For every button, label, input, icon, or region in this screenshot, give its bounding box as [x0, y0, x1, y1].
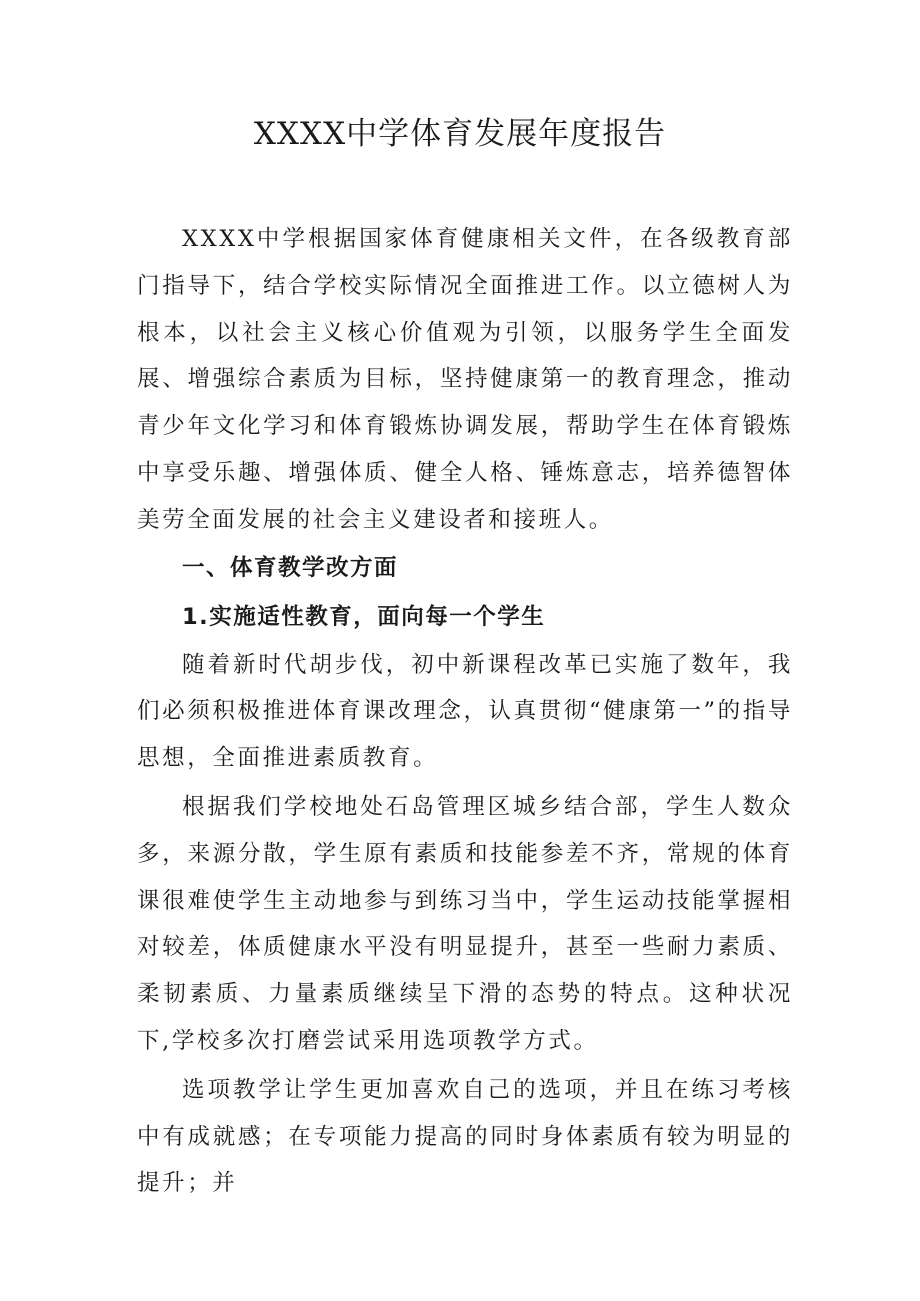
- document-title: XXXX中学体育发展年度报告: [253, 116, 667, 152]
- document-body: [137, 216, 793, 1207]
- paragraph-elective-teaching: 选项教学让学生更加喜欢自己的选项，并且在练习考核中有成就感；在专项能力提高的同时身体素质有较为明显的提升；并: [137, 1076, 793, 1197]
- section-heading-teaching-reform: 一、体育教学改方面: [182, 554, 399, 581]
- subsection-heading-adaptive-education: 1.实施适性教育，面向每一个学生: [182, 603, 546, 630]
- paragraph-school-situation: 根据我们学校地处石岛管理区城乡结合部，学生人数众多，来源分散，学生原有素质和技能参差不齐，常规的体育课很难使学生主动地参与到练习当中，学生运动技能掌握相对较差，体质健康水平没有明显提升，甚至一些耐力素质、柔韧素质、力量素质继续呈下滑的态势的特点。这种状况下,学校多次打磨尝试采用选项教学方式。: [137, 793, 793, 1054]
- intro-paragraph: XXXX中学根据国家体育健康相关文件，在各级教育部门指导下，结合学校实际情况全面推进工作。以立德树人为根本，以社会主义核心价值观为引领，以服务学生全面发展、增强综合素质为目标，坚持健康第一的教育理念，推动青少年文化学习和体育锻炼协调发展，帮助学生在体育锻炼中享受乐趣、增强体质、健全人格、锤炼意志，培养德智体美劳全面发展的社会主义建设者和接班人。: [137, 226, 793, 533]
- paragraph-curriculum-reform: 随着新时代胡步伐，初中新课程改革已实施了数年，我们必须积极推进体育课改理念，认真贯彻“健康第一”的指导思想，全面推进素质教育。: [137, 651, 793, 772]
